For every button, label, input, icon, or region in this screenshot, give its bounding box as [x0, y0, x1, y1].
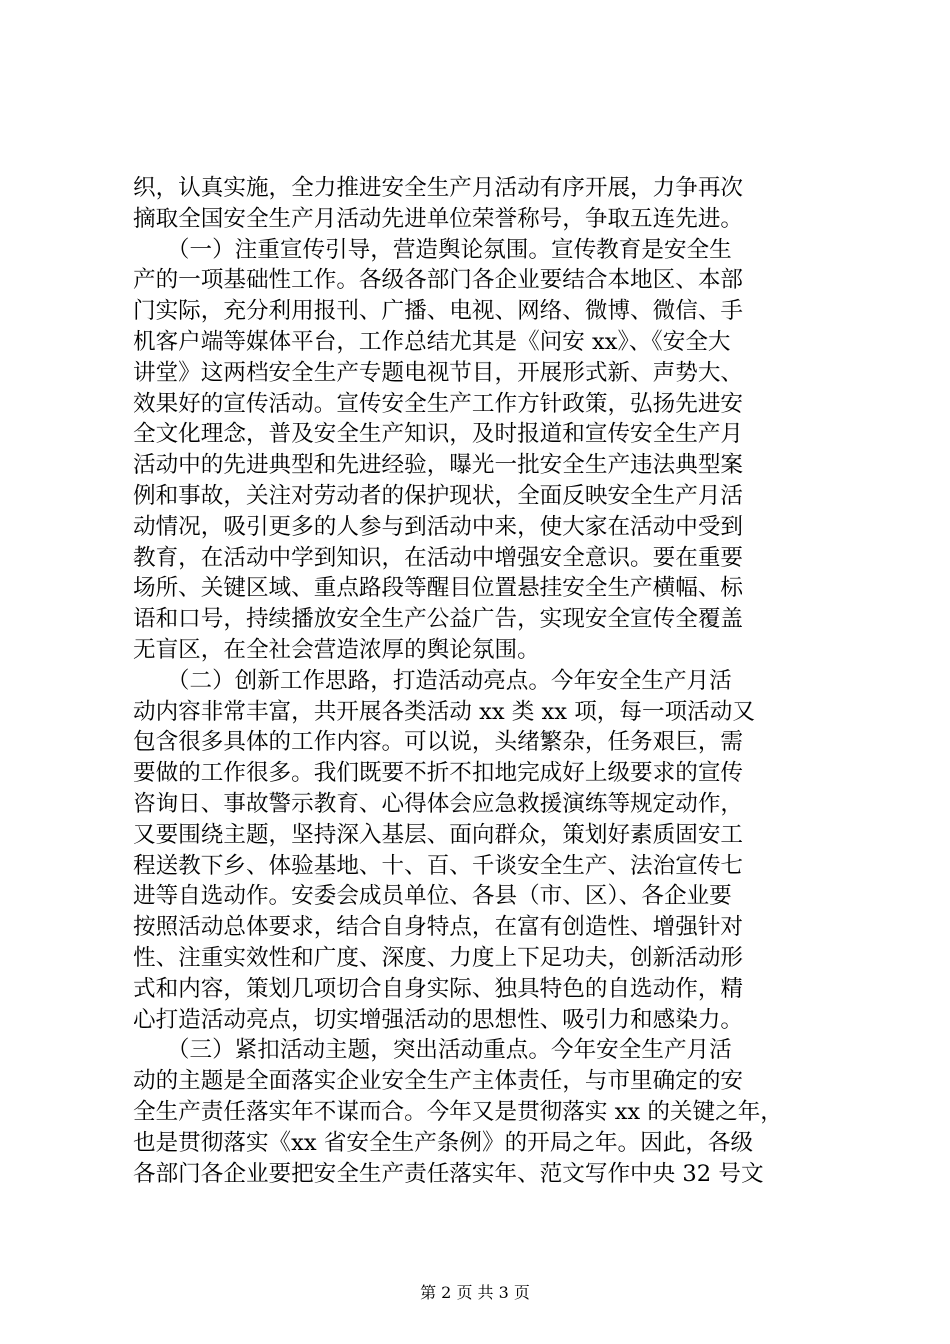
text-line: 进等自选动作。安委会成员单位、各县（市、区）、各企业要 — [133, 883, 732, 910]
text-line: （三）紧扣活动主题，突出活动重点。今年安全生产月活 — [133, 1037, 732, 1064]
text-line: 又要围绕主题，坚持深入基层、面向群众，策划好素质固安工 — [133, 821, 744, 848]
page-footer: 第 2 页 共 3 页 — [420, 1283, 530, 1302]
text-line: 例和事故，关注对劳动者的保护现状，全面反映安全生产月活 — [133, 482, 744, 509]
text-line: 产的一项基础性工作。各级各部门各企业要结合本地区、本部 — [133, 267, 744, 294]
text-line: 式和内容，策划几项切合自身实际、独具特色的自选动作，精 — [133, 975, 744, 1002]
body-text — [133, 173, 833, 1189]
text-line: 性、注重实效性和广度、深度、力度上下足功夫，创新活动形 — [133, 944, 744, 971]
text-line: 也是贯彻落实《xx 省安全生产条例》的开局之年。因此，各级 — [133, 1129, 754, 1156]
text-line: 心打造活动亮点，切实增强活动的思想性、吸引力和感染力。 — [133, 1006, 744, 1033]
text-line: 按照活动总体要求，结合自身特点，在富有创造性、增强针对 — [133, 914, 744, 941]
text-line: 动内容非常丰富，共开展各类活动 xx 类 xx 项，每一项活动又 — [133, 698, 755, 725]
text-line: 教育，在活动中学到知识，在活动中增强安全意识。要在重要 — [133, 544, 744, 571]
text-line: 摘取全国安全生产月活动先进单位荣誉称号，争取五连先进。 — [133, 205, 744, 232]
text-line: 无盲区，在全社会营造浓厚的舆论氛围。 — [133, 636, 540, 663]
text-line: 动情况，吸引更多的人参与到活动中来，使大家在活动中受到 — [133, 513, 744, 540]
text-line: 动的主题是全面落实企业安全生产主体责任，与市里确定的安 — [133, 1068, 744, 1095]
text-line: 咨询日、事故警示教育、心得体会应急救援演练等规定动作， — [133, 790, 744, 817]
text-line: （一）注重宣传引导，营造舆论氛围。宣传教育是安全生 — [133, 236, 732, 263]
text-line: 全文化理念，普及安全生产知识，及时报道和宣传安全生产月 — [133, 421, 744, 448]
text-line: 活动中的先进典型和先进经验，曝光一批安全生产违法典型案 — [133, 452, 744, 479]
text-line: 门实际，充分利用报刊、广播、电视、网络、微博、微信、手 — [133, 298, 744, 325]
text-line: 场所、关键区域、重点路段等醒目位置悬挂安全生产横幅、标 — [133, 575, 744, 602]
text-line: 全生产责任落实年不谋而合。今年又是贯彻落实 xx 的关键之年， — [133, 1098, 783, 1125]
text-line: 程送教下乡、体验基地、十、百、千谈安全生产、法治宣传七 — [133, 852, 744, 879]
text-line: （二）创新工作思路，打造活动亮点。今年安全生产月活 — [133, 667, 732, 694]
text-line: 语和口号，持续播放安全生产公益广告，实现安全宣传全覆盖 — [133, 606, 744, 633]
text-line: 讲堂》这两档安全生产专题电视节目，开展形式新、声势大、 — [133, 359, 744, 386]
text-line: 要做的工作很多。我们既要不折不扣地完成好上级要求的宣传 — [133, 760, 744, 787]
text-line: 织，认真实施，全力推进安全生产月活动有序开展，力争再次 — [133, 175, 744, 201]
text-line: 包含很多具体的工作内容。可以说，头绪繁杂，任务艰巨，需 — [133, 729, 744, 756]
text-line: 各部门各企业要把安全生产责任落实年、范文写作中央 32 号文 — [133, 1160, 764, 1187]
text-line: 效果好的宣传活动。宣传安全生产工作方针政策，弘扬先进安 — [133, 390, 744, 417]
text-line: 机客户端等媒体平台，工作总结尤其是《问安 xx》、《安全大 — [133, 328, 731, 355]
